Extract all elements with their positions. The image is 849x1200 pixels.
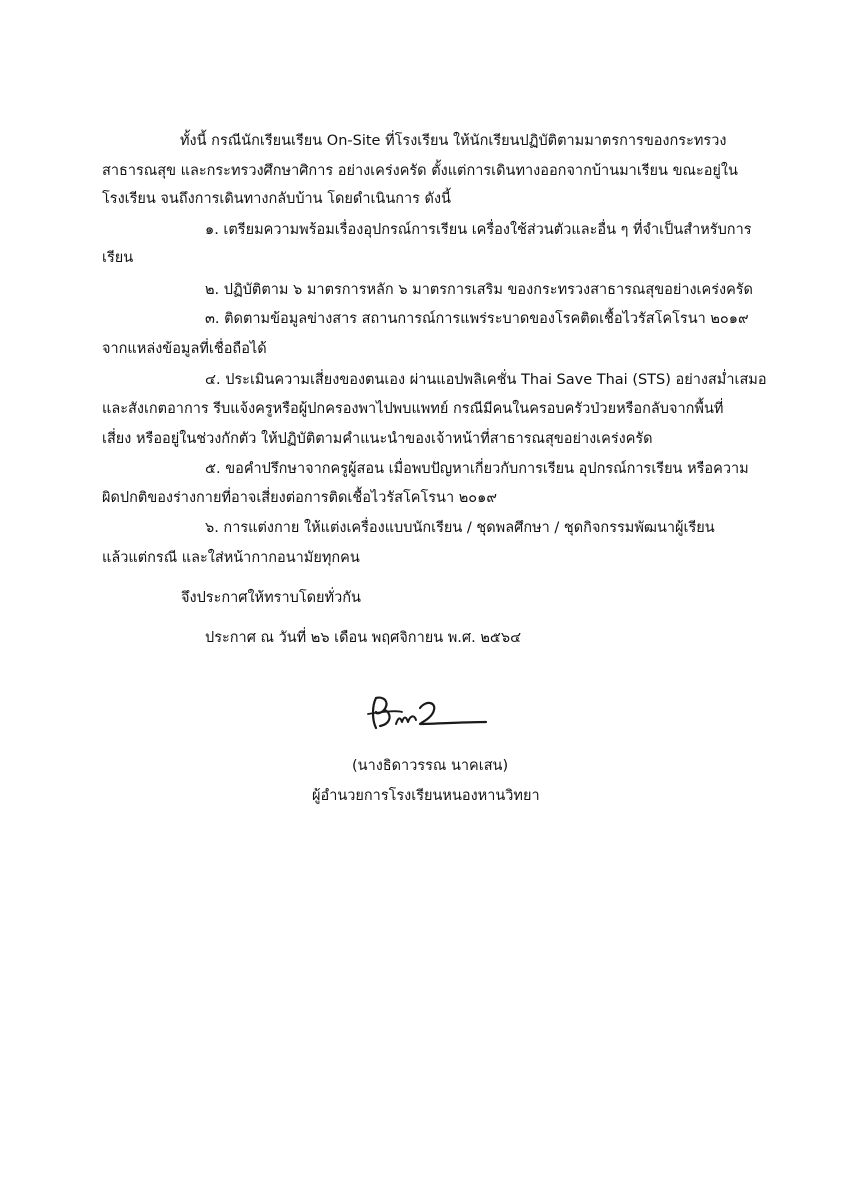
- item-1-line-2: เรียน: [102, 250, 134, 266]
- item-1-line-1: ๑. เตรียมความพร้อมเรื่องอุปกรณ์การเรียน เครื่องใช้ส่วนตัวและอื่น ๆ ที่จำเป็นสำหรับการ: [205, 222, 752, 238]
- item-5-line-2: ผิดปกติของร่างกายที่อาจเสี่ยงต่อการติดเชื้อไวรัสโคโรนา ๒๐๑๙: [102, 490, 497, 506]
- item-5-line-1: ๕. ขอคำปรึกษาจากครูผู้สอน เมื่อพบปัญหาเกี่ยวกับการเรียน อุปกรณ์การเรียน หรือความ: [205, 461, 749, 477]
- paragraph-intro-line-2: สาธารณสุข และกระทรวงศึกษาศิการ อย่างเคร่งครัด ตั้งแต่การเดินทางออกจากบ้านมาเรียน ขณะอยู่ใน: [102, 163, 738, 179]
- item-3-line-2: จากแหล่งข้อมูลที่เชื่อถือได้: [102, 341, 267, 357]
- paragraph-intro-line-3: โรงเรียน จนถึงการเดินทางกลับบ้าน โดยดำเนินการ ดังนี้: [102, 191, 451, 207]
- signatory-name: (นางธิดาวรรณ นาคเสน): [352, 758, 509, 774]
- item-6-line-2: แล้วแต่กรณี และใส่หน้ากากอนามัยทุกคน: [102, 550, 360, 566]
- item-3-line-1: ๓. ติดตามข้อมูลข่างสาร สถานการณ์การแพร่ระบาดของโรคติดเชื้อไวรัสโคโรนา ๒๐๑๙: [205, 311, 749, 327]
- handwritten-signature: [362, 690, 492, 734]
- signatory-position: ผู้อำนวยการโรงเรียนหนองหานวิทยา: [312, 788, 540, 804]
- announcement-closing: จึงประกาศให้ทราบโดยทั่วกัน: [181, 590, 361, 606]
- item-4-line-3: เสี่ยง หรืออยู่ในช่วงกักตัว ให้ปฏิบัติตามคำแนะนำของเจ้าหน้าที่สาธารณสุขอย่างเคร่งครัด: [102, 431, 653, 447]
- paragraph-intro-line-1: ทั้งนี้ กรณีนักเรียนเรียน On-Site ที่โรงเรียน ให้นักเรียนปฏิบัติตามมาตรการของกระทรวง: [180, 133, 727, 149]
- item-2-line-1: ๒. ปฏิบัติตาม ๖ มาตรการหลัก ๖ มาตรการเสริม ของกระทรวงสาธารณสุขอย่างเคร่งครัด: [205, 282, 753, 298]
- item-4-line-1: ๔. ประเมินความเสี่ยงของตนเอง ผ่านแอปพลิเคชั่น Thai Save Thai (STS) อย่างสม่ำเสมอ: [205, 372, 767, 388]
- item-4-line-2: และสังเกตอาการ รีบแจ้งครูหรือผู้ปกครองพาไปพบแพทย์ กรณีมีคนในครอบครัวป่วยหรือกลับจากพื้นที่: [102, 401, 724, 417]
- item-6-line-1: ๖. การแต่งกาย ให้แต่งเครื่องแบบนักเรียน / ชุดพลศึกษา / ชุดกิจกรรมพัฒนาผู้เรียน: [205, 520, 715, 536]
- announcement-date: ประกาศ ณ วันที่ ๒๖ เดือน พฤศจิกายน พ.ศ. ๒๕๖๔: [205, 630, 522, 646]
